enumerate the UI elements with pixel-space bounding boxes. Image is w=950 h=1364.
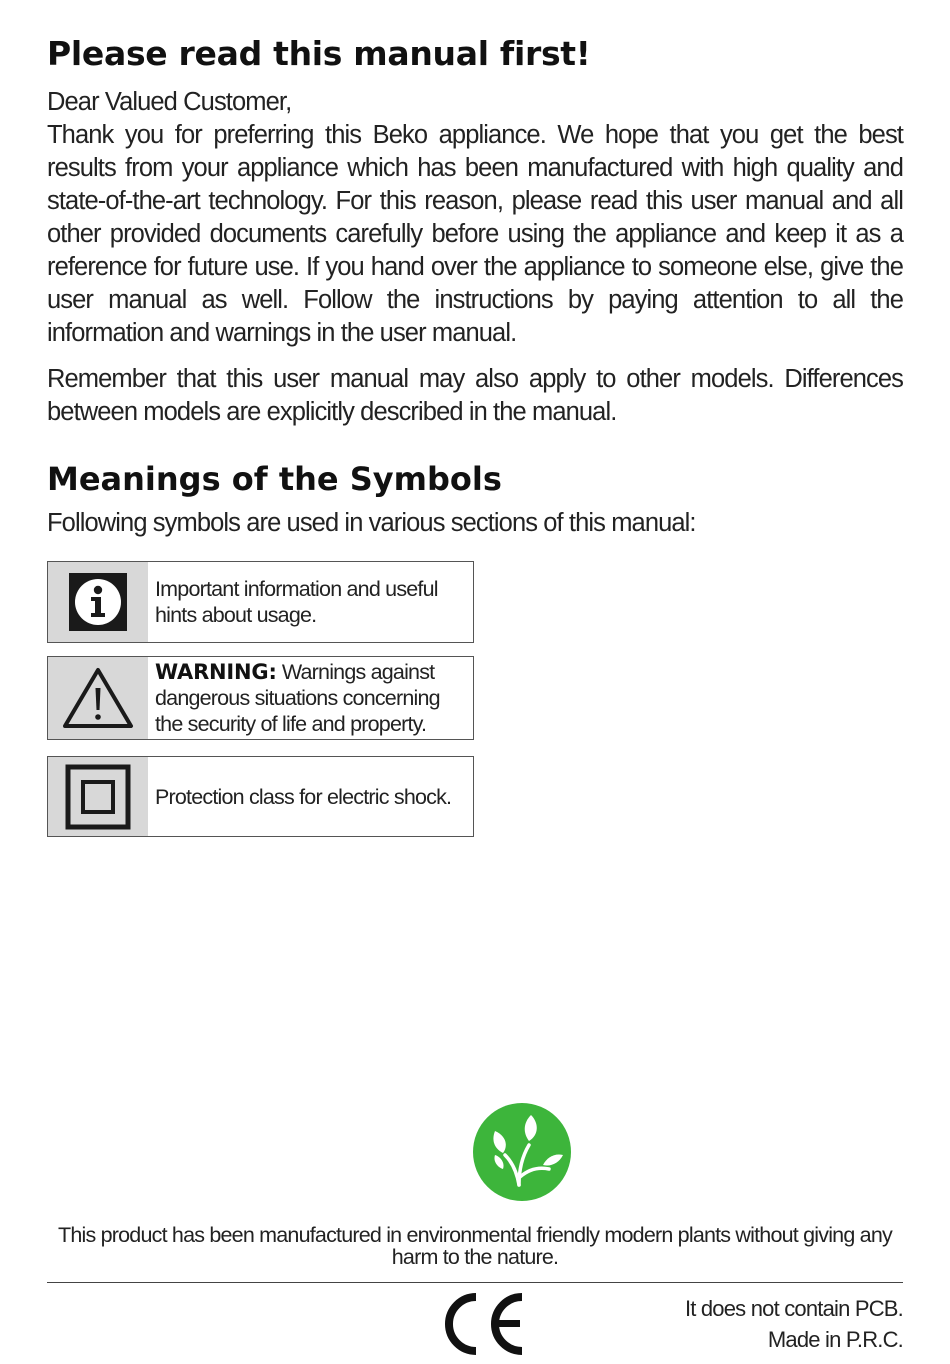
symbol-warning-box [47,656,474,740]
eco-statement: This product has been manufactured in environmental friendly modern plants without giving any harm to the nature. [58,1223,892,1269]
info-description: Important information and useful hints about usage. [155,577,438,627]
symbols-heading: Meanings of the Symbols [47,460,502,498]
ce-mark [440,1293,526,1355]
page-title: Please read this manual first! [47,34,591,73]
origin-note: Made in P.R.C. [767,1327,903,1352]
symbol-protection-box [47,756,474,837]
pcb-note: It does not contain PCB. [684,1296,903,1321]
greeting: Dear Valued Customer, [47,88,292,116]
protection-description: Protection class for electric shock. [155,784,452,809]
intro-text [47,86,903,429]
footer-notes [685,1293,903,1355]
leaf-icon [473,1103,571,1201]
warning-description [148,657,473,739]
symbol-info-box [47,561,474,643]
warning-triangle-icon [48,657,148,739]
intro-paragraph: Thank you for preferring this Beko appliance. We hope that you get the best results from your appliance which has been manufactured with high quality and state-of-the-art technology. For this reason, please read this user manual and all other provided documents carefully before using the appliance and keep it as a reference for future use. If you hand over the appliance to someone else, give the user manual as well. Follow the instructions by paying attention to all the information and warnings in the user manual. [47,121,903,347]
info-icon [48,562,148,642]
symbols-lead: Following symbols are used in various sections of this manual: [47,509,696,537]
warning-text: Warnings against dangerous situations concerning the security of life and property. [155,660,440,736]
models-paragraph: Remember that this user manual may also apply to other models. Differences between models are explicitly described in the manual. [47,365,903,426]
double-insulation-icon [48,757,148,836]
warning-label: WARNING: [155,660,277,684]
footer-divider [47,1282,903,1283]
